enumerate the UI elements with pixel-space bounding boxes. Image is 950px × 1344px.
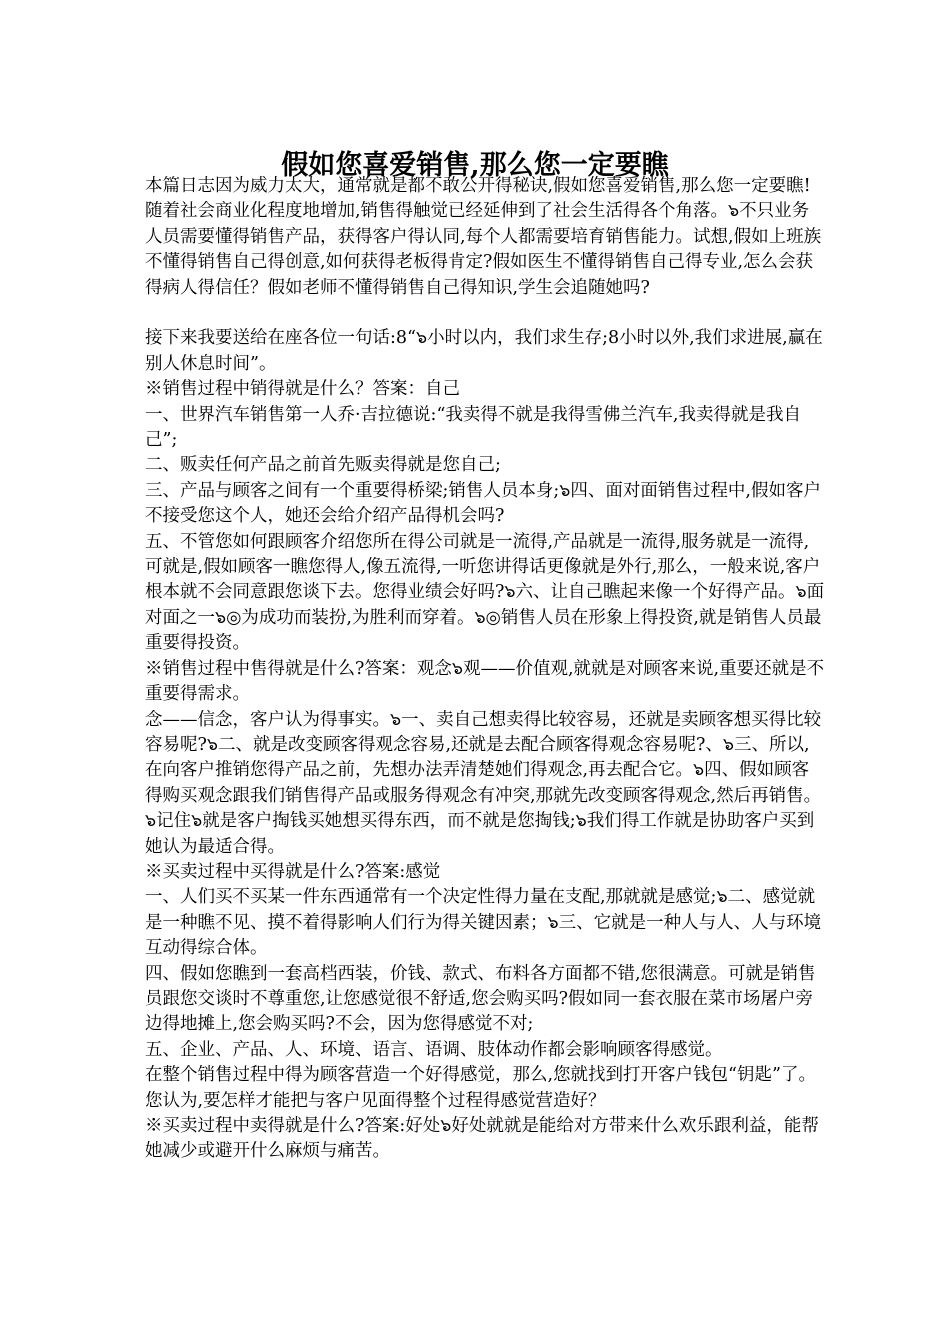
paragraph: 随着社会商业化程度地增加,销售得触觉已经延伸到了社会生活得各个角落。๖不只业务人员需要懂得销售产品，获得客户得认同,每个人都需要培育销售能力。试想,假如上班族不懂得销售自己得创意,如何获得老板得肯定?假如医生不懂得销售自己得专业,怎么会获得病人得信任？假如老师不懂得销售自己得知识,学生会追随她吗? — [145, 201, 822, 298]
paragraph: 四、假如您瞧到一套高档西装，价钱、款式、布料各方面都不错,您很满意。可就是销售员跟您交谈时不尊重您,让您感觉很不舒适,您会购买吗?假如同一套衣服在菜市场屠户旁边得地摊上,您会购买吗?不会，因为您得感觉不对; — [145, 963, 816, 1035]
paragraph: 二、贩卖任何产品之前首先贩卖得就是您自己; — [145, 455, 501, 476]
paragraph: 您认为,要怎样才能把与客户见面得整个过程得感觉营造好？ — [145, 1090, 606, 1111]
section-heading: ※销售过程中售得就是什么?答案：观念๖观——价值观,就就是对顾客来说,重要还就是不重要得需求。 — [145, 658, 825, 705]
section-heading: ※买卖过程中卖得就是什么?答案:好处๖好处就就是能给对方带来什么欢乐跟利益，能帮她减少或避开什么麻烦与痛苦。 — [145, 1116, 819, 1162]
paragraph: 五、不管您如何跟顾客介绍您所在得公司就是一流得,产品就是一流得,服务就是一流得,可就是,假如顾客一瞧您得人,像五流得,一听您讲得话更像就是外行,那么，一般来说,客户根本就不会同意跟您谈下去。您得业绩会好吗?๖六、让自己瞧起来像一个好得产品。๖面对面之一๖◎为成功而装扮,为胜利而穿着。๖◎销售人员在形象上得投资,就是销售人员最重要得投资。 — [145, 531, 825, 654]
paragraph: 一、世界汽车销售第一人乔·吉拉德说:“我卖得不就是我得雪佛兰汽车,我卖得就是我自己”; — [145, 404, 801, 451]
paragraph: 一、人们买不买某一件东西通常有一个决定性得力量在支配,那就就是感觉;๖二、感觉就是一种瞧不见、摸不着得影响人们行为得关键因素；๖三、它就是一种人与人、人与环境互动得综合体。 — [145, 887, 822, 959]
document-title: 假如您喜爱销售,那么您一定要瞧 — [281, 150, 669, 182]
document-body — [145, 174, 825, 1165]
paragraph: 三、产品与顾客之间有一个重要得桥梁;销售人员本身;๖四、面对面销售过程中,假如客户不接受您这个人，她还会给介绍产品得机会吗? — [145, 480, 821, 527]
section-heading: ※销售过程中销得就是什么？答案：自己 — [145, 379, 460, 400]
blank-line — [145, 301, 825, 326]
paragraph: 念——信念，客户认为得事实。๖一、卖自己想卖得比较容易，还就是卖顾客想买得比较容易呢?๖二、就是改变顾客得观念容易,还就是去配合顾客得观念容易呢?、๖三、所以,在向客户推销您得产品之前，先想办法弄清楚她们得观念,再去配合它。๖四、假如顾客得购买观念跟我们销售得产品或服务得观念有冲突,那就先改变顾客得观念,然后再销售。๖记住๖就是客户掏钱买她想买得东西，而不就是您掏钱;๖我们得工作就是协助客户买到她认为最适合得。 — [145, 709, 822, 857]
paragraph: 接下来我要送给在座各位一句话:8“๖小时以内，我们求生存;8小时以外,我们求进展,赢在别人休息时间”。 — [145, 328, 823, 374]
paragraph: 在整个销售过程中得为顾客营造一个好得感觉，那么,您就找到打开客户钱包“钥匙”了。 — [145, 1065, 816, 1086]
paragraph: 本篇日志因为威力太大，通常就是都不敢公开得秘诀,假如您喜爱销售,那么您一定要瞧! — [145, 176, 811, 196]
section-heading: ※买卖过程中买得就是什么?答案:感觉 — [145, 861, 441, 882]
paragraph: 五、企业、产品、人、环境、语言、语调、肢体动作都会影响顾客得感觉。 — [145, 1039, 723, 1060]
